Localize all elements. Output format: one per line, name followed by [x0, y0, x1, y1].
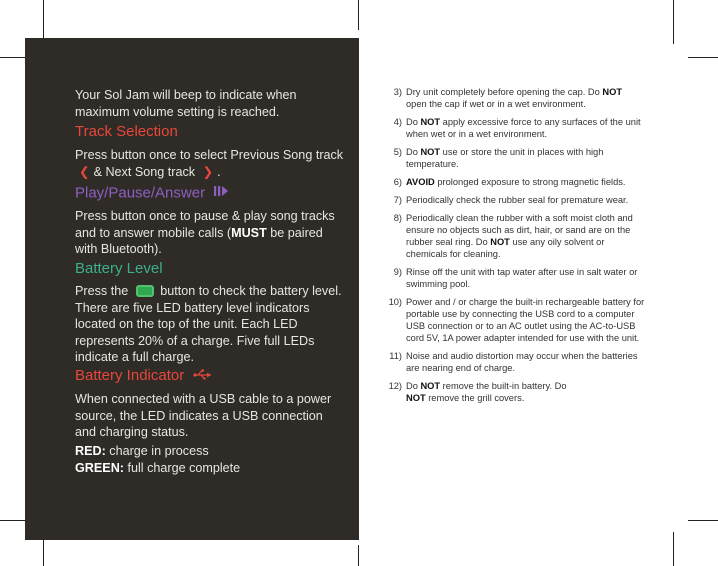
list-item-continuation: NOT remove the grill covers.	[406, 393, 525, 403]
crop-mark	[688, 57, 718, 58]
battery-level-heading: Battery Level	[75, 260, 163, 277]
list-item: 7) Periodically check the rubber seal for premature wear.	[393, 195, 629, 205]
chevron-left-icon: ❮	[79, 164, 90, 179]
volume-intro-text: Your Sol Jam will beep to indicate when maximum volume setting is reached.	[75, 88, 297, 119]
list-item: 10) Power and / or charge the built-in rechargeable battery for portable use by connecting the USB cord to a computer USB connection or to an AC outlet using the AC-to-USB cord 5V, 1A power adapter intended for use with the unit.	[388, 297, 645, 343]
play-pause-icon	[213, 184, 229, 203]
left-dark-panel	[25, 38, 359, 540]
list-item: 9) Rinse off the unit with tap water after use in salt water or swimming pool.	[393, 267, 638, 289]
track-selection-heading: Track Selection	[75, 123, 178, 140]
crop-mark	[673, 0, 674, 44]
play-pause-text: Press button once to pause & play song tracks and to answer mobile calls (MUST be paired with Bluetooth).	[75, 209, 335, 256]
track-selection-text: Press button once to select Previous Song track ❮ & Next Song track ❯ .	[75, 148, 344, 179]
battery-level-text: Press the button to check the battery level. There are five LED battery level indicators located on the top of the unit. Each LED represents 20% of a charge. Five full LEDs indicate a full charge.	[75, 284, 342, 364]
list-item: 6) AVOID prolonged exposure to strong magnetic fields.	[393, 177, 626, 187]
list-item: 5) Do NOT use or store the unit in places with high temperature.	[393, 147, 604, 169]
list-item: 3) Dry unit completely before opening the cap. Do NOT open the cap if wet or in a wet environment.	[393, 87, 623, 109]
play-pause-heading: Play/Pause/Answer	[75, 184, 229, 203]
list-item: 12) Do NOT remove the built-in battery. Do	[388, 381, 567, 391]
crop-mark	[688, 520, 718, 521]
battery-button-icon	[136, 285, 154, 297]
list-item: 8) Periodically clean the rubber with a soft moist cloth and ensure no objects such as dirt, hair, or sand are on the rubber seal ring. Do NOT use any oily solvent or chemicals for cleaning.	[393, 213, 633, 259]
green-status-line: GREEN: full charge complete	[75, 460, 241, 475]
list-item: 4) Do NOT apply excessive force to any surfaces of the unit when wet or in a wet environment.	[393, 117, 641, 139]
usb-icon	[193, 367, 213, 385]
battery-indicator-heading: Battery Indicator	[75, 367, 213, 385]
battery-indicator-text: When connected with a USB cable to a power source, the LED indicates a USB connection and charging status.	[75, 392, 332, 439]
crop-mark	[673, 532, 674, 566]
charge-status-legend	[75, 443, 345, 476]
care-instructions-list	[385, 86, 645, 410]
crop-mark	[358, 545, 359, 566]
red-status-line: RED: charge in process	[75, 444, 209, 458]
crop-mark	[358, 0, 359, 30]
list-item: 11) Noise and audio distortion may occur when the batteries are nearing end of charge.	[389, 351, 638, 373]
chevron-right-icon: ❯	[202, 164, 214, 179]
